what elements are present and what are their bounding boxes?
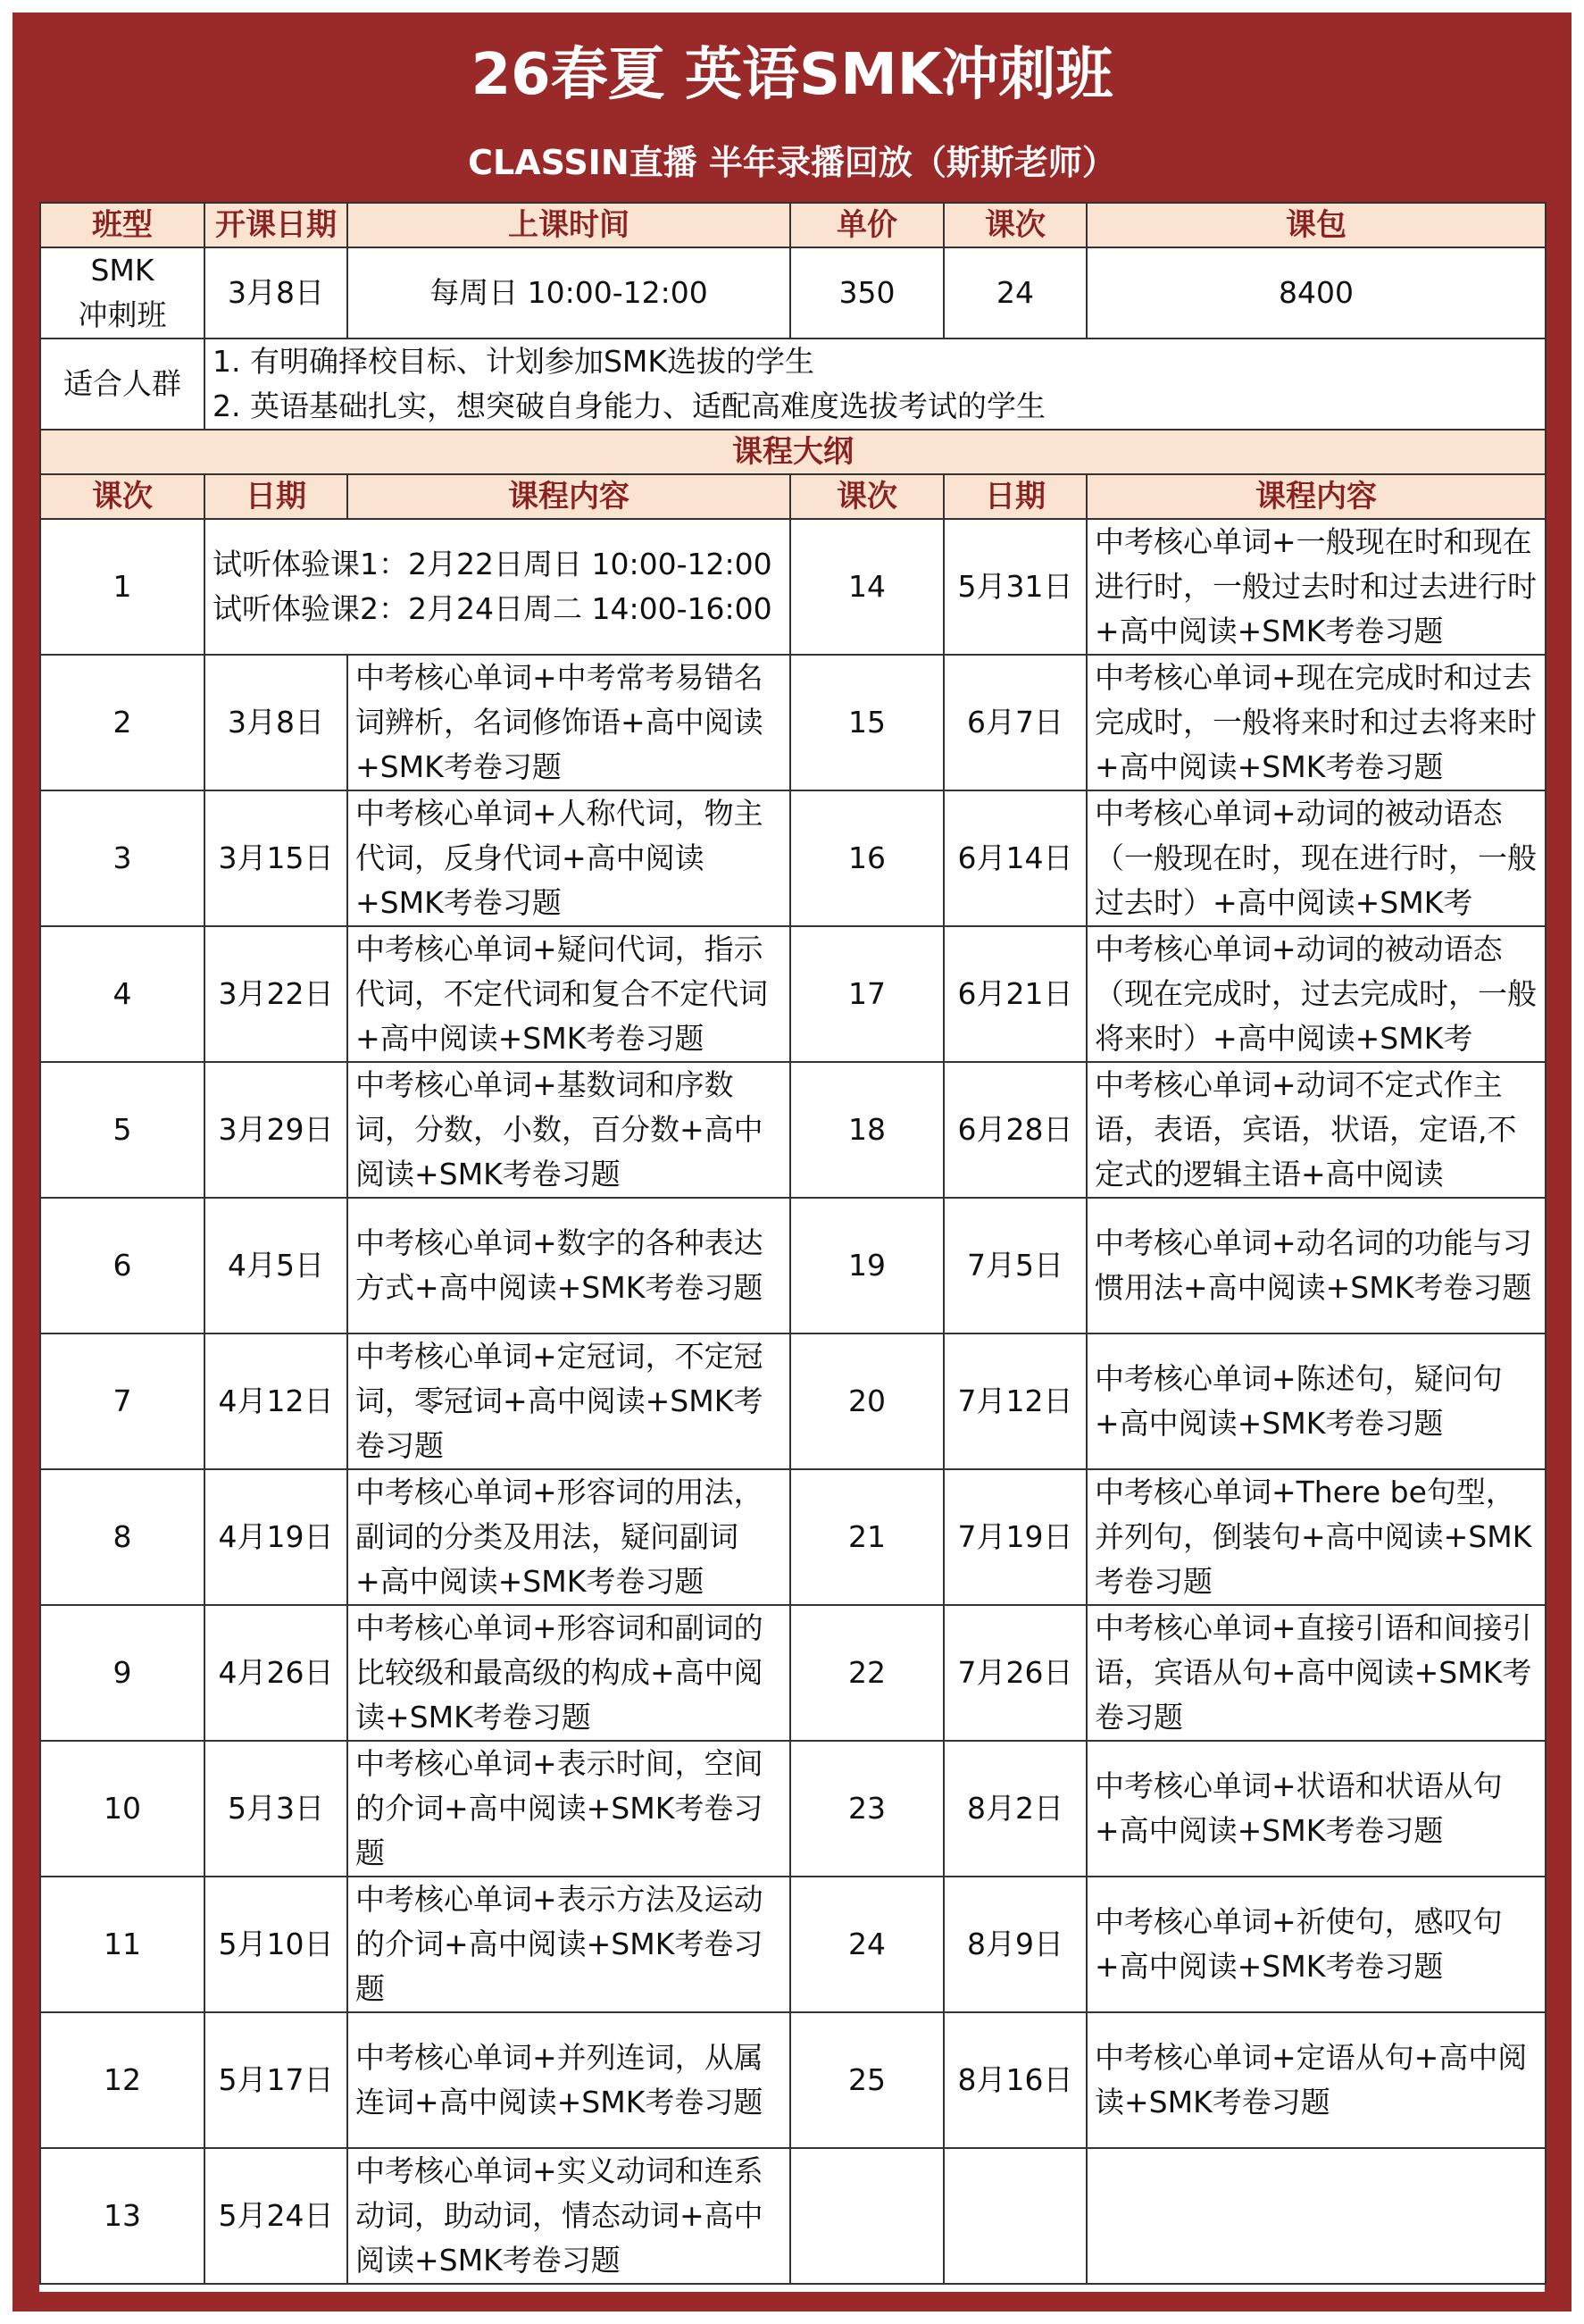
- lesson-date: 4月26日: [204, 1605, 347, 1741]
- syllabus-header-date-left: 日期: [204, 474, 347, 519]
- lesson-content: 中考核心单词+祈使句，感叹句+高中阅读+SMK考卷习题: [1087, 1877, 1546, 2012]
- lesson-content: 中考核心单词+形容词和副词的比较级和最高级的构成+高中阅读+SMK考卷习题: [347, 1605, 790, 1741]
- syllabus-header-date-right: 日期: [944, 474, 1087, 519]
- lesson-content: 中考核心单词+表示方法及运动的介词+高中阅读+SMK考卷习题: [347, 1877, 790, 2012]
- lesson-number: 25: [790, 2012, 944, 2148]
- lesson-date: 3月8日: [204, 655, 347, 790]
- lesson-number: 17: [790, 926, 944, 1062]
- lesson-content: 中考核心单词+动名词的功能与习惯用法+高中阅读+SMK考卷习题: [1087, 1198, 1546, 1333]
- lesson-content: 中考核心单词+状语和状语从句+高中阅读+SMK考卷习题: [1087, 1741, 1546, 1877]
- syllabus-header-no-right: 课次: [790, 474, 944, 519]
- audience-line-1: 1. 有明确择校目标、计划参加SMK选拔的学生: [213, 344, 815, 379]
- syllabus-row: [40, 926, 1546, 1062]
- lesson-content: 中考核心单词+There be句型，并列句，倒装句+高中阅读+SMK考卷习题: [1087, 1469, 1546, 1605]
- syllabus-row: [40, 1877, 1546, 2012]
- lesson-number: 4: [40, 926, 204, 1062]
- lesson-content: 中考核心单词+动词不定式作主语，表语，宾语，状语，定语,不定式的逻辑主语+高中阅读: [1087, 1062, 1546, 1198]
- value-unit-price: 350: [790, 247, 944, 339]
- lesson-date: 6月14日: [944, 790, 1087, 926]
- lesson-content: 中考核心单词+基数词和序数词，分数，小数，百分数+高中阅读+SMK考卷习题: [347, 1062, 790, 1198]
- value-package: 8400: [1087, 247, 1546, 339]
- syllabus-row: [40, 1198, 1546, 1333]
- syllabus-row: [40, 2148, 1546, 2284]
- lesson-content: 中考核心单词+现在完成时和过去完成时，一般将来时和过去将来时+高中阅读+SMK考卷习题: [1087, 655, 1546, 790]
- lesson-content: 中考核心单词+形容词的用法，副词的分类及用法，疑问副词+高中阅读+SMK考卷习题: [347, 1469, 790, 1605]
- value-sessions: 24: [944, 247, 1087, 339]
- syllabus-row: [40, 1469, 1546, 1605]
- lesson-number: 20: [790, 1333, 944, 1469]
- lesson-date: 7月19日: [944, 1469, 1087, 1605]
- syllabus-row: [40, 655, 1546, 790]
- lesson-content: 中考核心单词+定语从句+高中阅读+SMK考卷习题: [1087, 2012, 1546, 2148]
- audience-label: 适合人群: [40, 339, 204, 430]
- audience-row: [40, 339, 1546, 430]
- syllabus-row: [40, 519, 1546, 655]
- trial-lessons: [204, 519, 790, 655]
- syllabus-header-content-left: 课程内容: [347, 474, 790, 519]
- header-class-time: 上课时间: [347, 203, 790, 247]
- lesson-content: 中考核心单词+动词的被动语态（一般现在时，现在进行时，一般过去时）+高中阅读+SMK考: [1087, 790, 1546, 926]
- lesson-number: 5: [40, 1062, 204, 1198]
- lesson-date: 7月26日: [944, 1605, 1087, 1741]
- lesson-content: 中考核心单词+实义动词和连系动词，助动词，情态动词+高中阅读+SMK考卷习题: [347, 2148, 790, 2284]
- lesson-content: 中考核心单词+陈述句，疑问句+高中阅读+SMK考卷习题: [1087, 1333, 1546, 1469]
- syllabus-title-row: [40, 430, 1546, 474]
- lesson-number: 3: [40, 790, 204, 926]
- lesson-number: 22: [790, 1605, 944, 1741]
- syllabus-row: [40, 790, 1546, 926]
- lesson-number: 23: [790, 1741, 944, 1877]
- lesson-date: 5月24日: [204, 2148, 347, 2284]
- trial-lesson-line: 试听体验课2：2月24日周二 14:00-16:00: [213, 591, 772, 626]
- syllabus-header-row: [40, 474, 1546, 519]
- lesson-number: 11: [40, 1877, 204, 2012]
- syllabus-row: [40, 1605, 1546, 1741]
- lesson-content: 中考核心单词+并列连词，从属连词+高中阅读+SMK考卷习题: [347, 2012, 790, 2148]
- header-class-type: 班型: [40, 203, 204, 247]
- lesson-date: 8月2日: [944, 1741, 1087, 1877]
- lesson-content: [1087, 2148, 1546, 2284]
- lesson-number: 7: [40, 1333, 204, 1469]
- lesson-date: 3月29日: [204, 1062, 347, 1198]
- syllabus-header-content-right: 课程内容: [1087, 474, 1546, 519]
- value-class-type: SMK 冲刺班: [40, 247, 204, 339]
- lesson-content: 中考核心单词+数字的各种表达方式+高中阅读+SMK考卷习题: [347, 1198, 790, 1333]
- syllabus-header-no-left: 课次: [40, 474, 204, 519]
- header-start-date: 开课日期: [204, 203, 347, 247]
- audience-text: [204, 339, 1546, 430]
- audience-line-2: 2. 英语基础扎实，想突破自身能力、适配高难度选拔考试的学生: [213, 389, 1046, 423]
- lesson-date: 4月12日: [204, 1333, 347, 1469]
- syllabus-row: [40, 2012, 1546, 2148]
- value-class-time: 每周日 10:00-12:00: [347, 247, 790, 339]
- lesson-content: 中考核心单词+疑问代词，指示代词，不定代词和复合不定代词+高中阅读+SMK考卷习题: [347, 926, 790, 1062]
- syllabus-row: [40, 1741, 1546, 1877]
- lesson-number: 1: [40, 519, 204, 655]
- lesson-date: 5月3日: [204, 1741, 347, 1877]
- lesson-number: 18: [790, 1062, 944, 1198]
- header-package: 课包: [1087, 203, 1546, 247]
- syllabus-row: [40, 1333, 1546, 1469]
- value-start-date: 3月8日: [204, 247, 347, 339]
- header-sessions: 课次: [944, 203, 1087, 247]
- lesson-date: 7月12日: [944, 1333, 1087, 1469]
- lesson-content: 中考核心单词+中考常考易错名词辨析，名词修饰语+高中阅读+SMK考卷习题: [347, 655, 790, 790]
- lesson-date: 5月31日: [944, 519, 1087, 655]
- lesson-content: 中考核心单词+动词的被动语态（现在完成时，过去完成时，一般将来时）+高中阅读+SMK考: [1087, 926, 1546, 1062]
- lesson-number: 21: [790, 1469, 944, 1605]
- lesson-date: 7月5日: [944, 1198, 1087, 1333]
- course-table-board: [39, 202, 1545, 2292]
- lesson-number: [790, 2148, 944, 2284]
- lesson-date: 6月28日: [944, 1062, 1087, 1198]
- lesson-number: 2: [40, 655, 204, 790]
- lesson-date: 3月15日: [204, 790, 347, 926]
- lesson-number: 9: [40, 1605, 204, 1741]
- lesson-content: 中考核心单词+表示时间，空间的介词+高中阅读+SMK考卷习题: [347, 1741, 790, 1877]
- lesson-date: 4月5日: [204, 1198, 347, 1333]
- lesson-number: 24: [790, 1877, 944, 2012]
- header-unit-price: 单价: [790, 203, 944, 247]
- lesson-content: 中考核心单词+一般现在时和现在进行时，一般过去时和过去进行时+高中阅读+SMK考卷习题: [1087, 519, 1546, 655]
- lesson-content: 中考核心单词+人称代词，物主代词，反身代词+高中阅读+SMK考卷习题: [347, 790, 790, 926]
- lesson-number: 14: [790, 519, 944, 655]
- lesson-date: 8月9日: [944, 1877, 1087, 2012]
- page-title: 26春夏 英语SMK冲刺班: [471, 42, 1113, 108]
- poster-frame: [13, 13, 1571, 2311]
- lesson-date: 8月16日: [944, 2012, 1087, 2148]
- info-value-row: [40, 247, 1546, 339]
- lesson-number: 16: [790, 790, 944, 926]
- lesson-date: 5月17日: [204, 2012, 347, 2148]
- lesson-content: 中考核心单词+定冠词，不定冠词，零冠词+高中阅读+SMK考卷习题: [347, 1333, 790, 1469]
- lesson-date: 6月21日: [944, 926, 1087, 1062]
- syllabus-title: 课程大纲: [40, 430, 1546, 474]
- lesson-number: 10: [40, 1741, 204, 1877]
- lesson-date: 4月19日: [204, 1469, 347, 1605]
- lesson-number: 6: [40, 1198, 204, 1333]
- lesson-number: 8: [40, 1469, 204, 1605]
- trial-lesson-line: 试听体验课1：2月22日周日 10:00-12:00: [213, 547, 772, 581]
- course-table: [39, 202, 1546, 2285]
- lesson-number: 19: [790, 1198, 944, 1333]
- lesson-date: 3月22日: [204, 926, 347, 1062]
- lesson-date: 6月7日: [944, 655, 1087, 790]
- page-subtitle: CLASSIN直播 半年录播回放（斯斯老师）: [468, 143, 1116, 182]
- lesson-number: 15: [790, 655, 944, 790]
- info-header-row: [40, 203, 1546, 247]
- syllabus-row: [40, 1062, 1546, 1198]
- lesson-date: 5月10日: [204, 1877, 347, 2012]
- lesson-number: 13: [40, 2148, 204, 2284]
- lesson-number: 12: [40, 2012, 204, 2148]
- lesson-date: [944, 2148, 1087, 2284]
- lesson-content: 中考核心单词+直接引语和间接引语，宾语从句+高中阅读+SMK考卷习题: [1087, 1605, 1546, 1741]
